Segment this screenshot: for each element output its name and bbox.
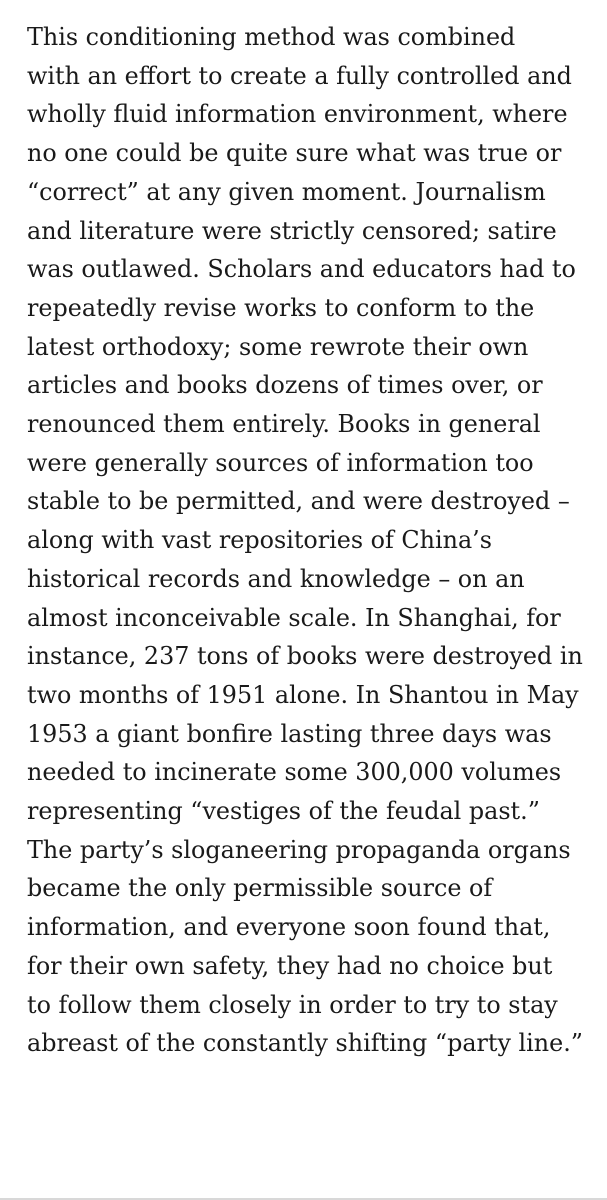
text-line: The party’s sloganeering propaganda organs bbox=[27, 835, 571, 864]
text-line: and literature were strictly censored; satire bbox=[27, 216, 557, 245]
text-line: stable to be permitted, and were destroyed – bbox=[27, 487, 570, 516]
text-line: to follow them closely in order to try to stay bbox=[27, 990, 558, 1019]
text-line: renounced them entirely. Books in general bbox=[27, 410, 541, 439]
text-line: was outlawed. Scholars and educators had to bbox=[27, 255, 576, 284]
text-line: with an effort to create a fully controlled and bbox=[27, 61, 572, 90]
text-line: repeatedly revise works to conform to the bbox=[27, 293, 535, 322]
text-line: instance, 237 tons of books were destroyed in bbox=[27, 642, 583, 671]
text-line: needed to incinerate some 300,000 volumes bbox=[27, 758, 562, 787]
text-line: This conditioning method was combined bbox=[27, 23, 516, 51]
text-line: became the only permissible source of bbox=[27, 874, 493, 903]
text-line: articles and books dozens of times over, or bbox=[27, 371, 543, 400]
text-line: almost inconceivable scale. In Shanghai, for bbox=[27, 603, 561, 632]
text-line: 1953 a giant bonfire lasting three days was bbox=[27, 719, 552, 748]
text-line: “correct” at any given moment. Journalism bbox=[27, 177, 546, 206]
text-line: information, and everyone soon found that, bbox=[27, 913, 551, 942]
text-line: no one could be quite sure what was true or bbox=[27, 139, 562, 168]
text-line: along with vast repositories of China’s bbox=[27, 526, 492, 555]
text-line: abreast of the constantly shifting “party line.” bbox=[27, 1029, 583, 1058]
text-line: for their own safety, they had no choice but bbox=[27, 951, 553, 980]
text-line: two months of 1951 alone. In Shantou in May bbox=[27, 680, 579, 709]
text-line: representing “vestiges of the feudal past.” bbox=[27, 797, 540, 826]
text-line: wholly fluid information environment, where bbox=[27, 100, 568, 129]
text-line: historical records and knowledge – on an bbox=[27, 564, 525, 593]
text-line: were generally sources of information too bbox=[27, 448, 534, 477]
text-line: latest orthodoxy; some rewrote their own bbox=[27, 332, 529, 361]
body-paragraph bbox=[27, 18, 607, 1063]
